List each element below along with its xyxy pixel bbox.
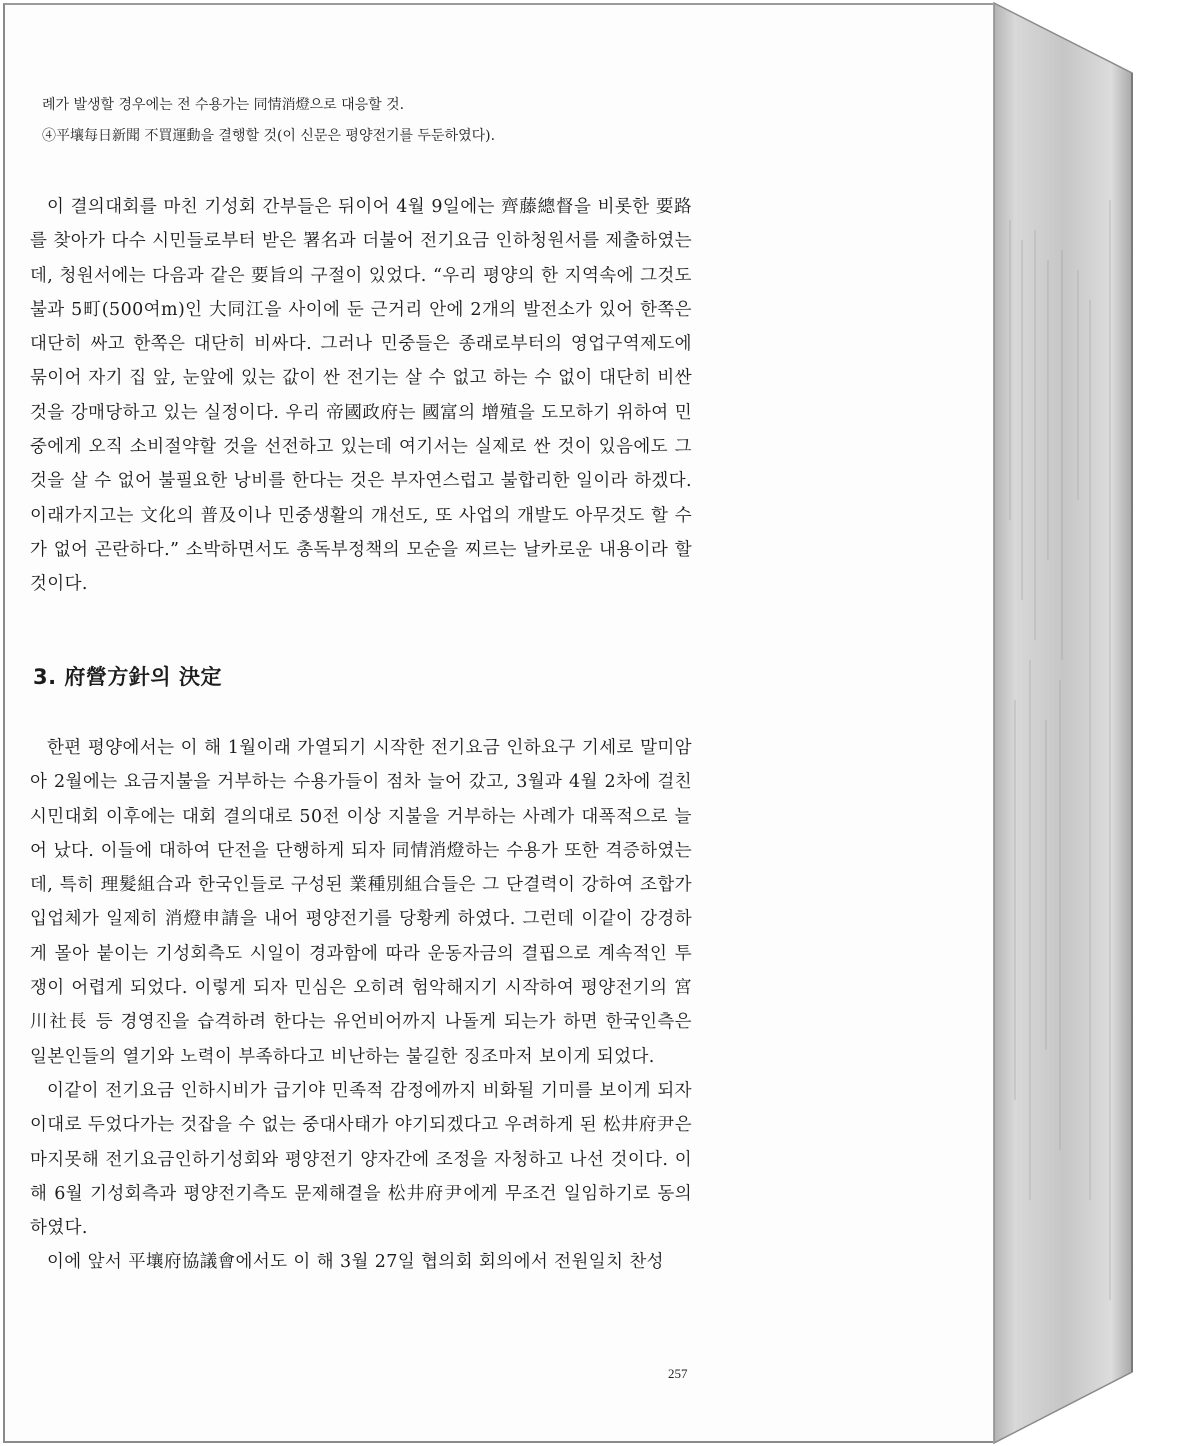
page-number: 257 [668, 1366, 688, 1381]
body-section-text [30, 731, 692, 1280]
paragraph-text: 한편 평양에서는 이 해 1월이래 가열되기 시작한 전기요금 인하요구 기세로 말미암아 2월에는 요금지불을 거부하는 수용가들이 점차 늘어 갔고, 3월과 4월 2차에 걸친 시민대회 이후에는 대회 결의대로 50전 이상 지불을 거부하는 사례가 대폭적으로 늘어 났다. 이들에 대하여 단전을 단행하게 되자 同情消燈하는 수용가 또한 격증하였는데, 특히 理髮組合과 한국인들로 구성된 業種別組合들은 그 단결력이 강하여 조합가입업체가 일제히 消燈申請을 내어 평양전기를 당황케 하였다. 그런데 이같이 강경하게 몰아 붙이는 기성회측도 시일이 경과함에 따라 운동자금의 결핍으로 계속적인 투쟁이 어렵게 되었다. 이렇게 되자 민심은 오히려 험악해지기 시작하여 평양전기의 宮川社長 등 경영진을 습격하려 한다는 유언비어까지 나돌게 되는가 하면 한국인측은 일본인들의 열기와 노력이 부족하다고 비난하는 불길한 징조마저 보이게 되었다. [30, 738, 692, 1067]
body-paragraph-1 [30, 190, 692, 602]
paragraph-text: 이 결의대회를 마친 기성회 간부들은 뒤이어 4월 9일에는 齊藤總督을 비롯한 要路를 찾아가 다수 시민들로부터 받은 署名과 더불어 전기요금 인하청원서를 제출하였는데, 청원서에는 다음과 같은 要旨의 구절이 있었다. “우리 평양의 한 지역속에 그것도 불과 5町(500여m)인 大同江을 사이에 둔 근거리 안에 2개의 발전소가 있어 한쪽은 대단히 싸고 한쪽은 대단히 비싸다. 그러나 민중들은 종래로부터의 영업구역제도에 묶이어 자기 집 앞, 눈앞에 있는 값이 싼 전기는 살 수 없고 하는 수 없이 대단히 비싼 것을 강매당하고 있는 실정이다. 우리 帝國政府는 國富의 增殖을 도모하기 위하여 민중에게 오직 소비절약할 것을 선전하고 있는데 여기서는 실제로 싼 것이 있음에도 그것을 살 수 없어 불필요한 낭비를 한다는 것은 부자연스럽고 불합리한 일이라 하겠다. 이래가지고는 文化의 普及이나 민중생활의 개선도, 또 사업의 개발도 아무것도 할 수가 없어 곤란하다.” 소박하면서도 총독부정책의 모순을 찌르는 날카로운 내용이라 할 것이다. [30, 197, 692, 595]
quote-line-2: ④平壤每日新聞 不買運動을 결행할 것(이 신문은 평양전기를 두둔하였다). [42, 128, 496, 144]
paragraph-text: 이에 앞서 平壤府協議會에서도 이 해 3월 27일 협의회 회의에서 전원일치 찬성 [47, 1252, 664, 1273]
paragraph-text: 이같이 전기요금 인하시비가 급기야 민족적 감정에까지 비화될 기미를 보이게 되자 이대로 두었다가는 것잡을 수 없는 중대사태가 야기되겠다고 우려하게 된 松井府尹은 마지못해 전기요금인하기성회와 평양전기 양자간에 조정을 자청하고 나선 것이다. 이 해 6월 기성회측과 평양전기측도 문제해결을 松井府尹에게 무조건 일임하기로 동의하였다. [30, 1080, 692, 1239]
section-heading: 3. 府營方針의 決定 [33, 665, 222, 689]
quote-line-1: 례가 발생할 경우에는 전 수용가는 同情消燈으로 대응할 것. [42, 97, 405, 113]
